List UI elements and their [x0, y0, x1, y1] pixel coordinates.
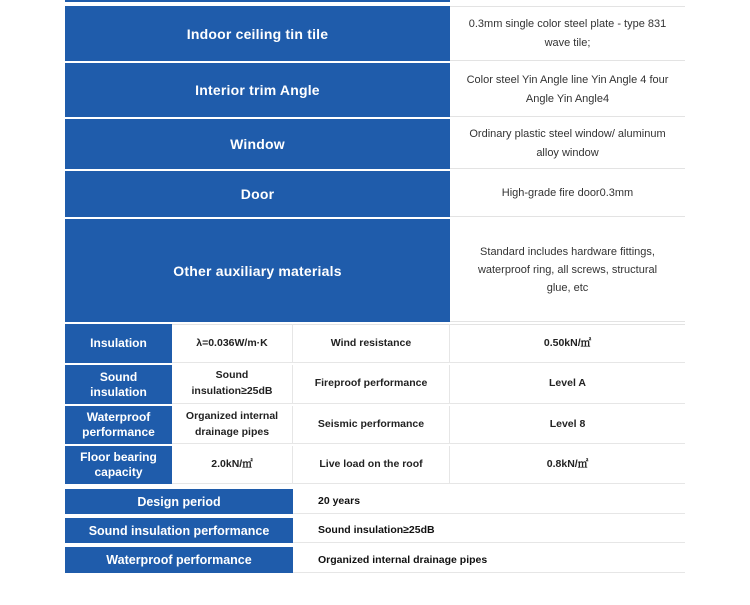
- perf-label: Floor bearing capacity: [65, 446, 172, 484]
- perf-value-2: 0.50kN/㎡: [450, 324, 685, 363]
- perf-row: [65, 324, 685, 363]
- spec-row: [65, 63, 685, 117]
- summary-row: [65, 489, 685, 514]
- spec-label: Interior trim Angle: [65, 63, 450, 117]
- spec-value: Ordinary plastic steel window/ aluminum alloy window: [450, 119, 685, 169]
- perf-value: 2.0kN/㎡: [172, 446, 293, 484]
- perf-key: Wind resistance: [293, 324, 450, 363]
- spec-value: High-grade fire door0.3mm: [450, 171, 685, 217]
- summary-row: [65, 547, 685, 573]
- spec-label: Door: [65, 171, 450, 217]
- spec-row: [65, 219, 685, 322]
- perf-value-2: Level A: [450, 365, 685, 404]
- spec-value: Standard includes hardware fittings, waterproof ring, all screws, structural glue, etc: [450, 219, 685, 322]
- spec-label: Other auxiliary materials: [65, 219, 450, 322]
- perf-value-2: Level 8: [450, 406, 685, 444]
- spec-table: [65, 0, 685, 573]
- spec-row: [65, 119, 685, 169]
- perf-value-2: 0.8kN/㎡: [450, 446, 685, 484]
- cropped-row-remnant: [65, 0, 450, 2]
- spec-row: [65, 6, 685, 61]
- summary-label: Design period: [65, 489, 293, 514]
- spec-label: Indoor ceiling tin tile: [65, 6, 450, 61]
- perf-key: Seismic performance: [293, 406, 450, 444]
- summary-value: Sound insulation≥25dB: [293, 518, 685, 543]
- summary-value: 20 years: [293, 489, 685, 514]
- spec-label: Window: [65, 119, 450, 169]
- summary-value: Organized internal drainage pipes: [293, 547, 685, 573]
- spec-value: 0.3mm single color steel plate - type 831 wave tile;: [450, 6, 685, 61]
- perf-row: [65, 365, 685, 404]
- perf-key: Live load on the roof: [293, 446, 450, 484]
- summary-label: Waterproof performance: [65, 547, 293, 573]
- perf-value: Organized internal drainage pipes: [172, 406, 293, 444]
- spec-row: [65, 171, 685, 217]
- spec-value: Color steel Yin Angle line Yin Angle 4 four Angle Yin Angle4: [450, 63, 685, 117]
- perf-label: Insulation: [65, 324, 172, 363]
- perf-row: [65, 406, 685, 444]
- perf-label: Waterproof performance: [65, 406, 172, 444]
- perf-value: Sound insulation≥25dB: [172, 365, 293, 404]
- summary-row: [65, 518, 685, 543]
- perf-label: Sound insulation: [65, 365, 172, 404]
- perf-row: [65, 446, 685, 484]
- perf-value: λ=0.036W/m·K: [172, 324, 293, 363]
- summary-label: Sound insulation performance: [65, 518, 293, 543]
- perf-key: Fireproof performance: [293, 365, 450, 404]
